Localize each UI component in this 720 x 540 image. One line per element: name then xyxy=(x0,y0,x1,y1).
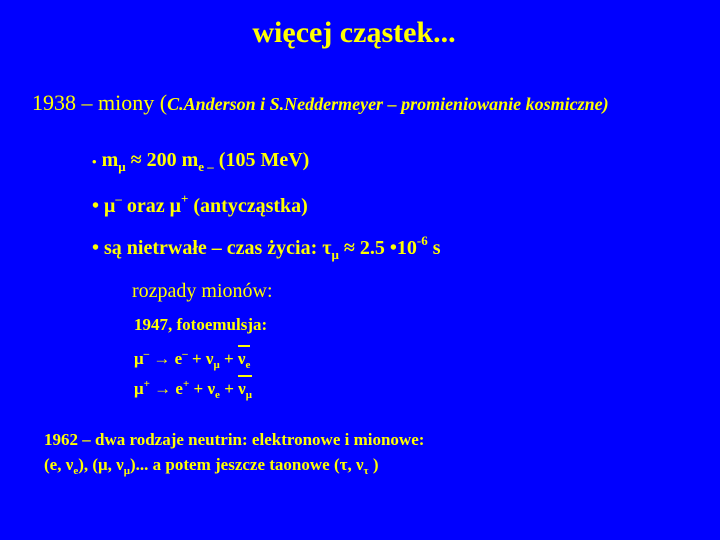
equation-mu-plus xyxy=(134,378,252,401)
intro-line xyxy=(32,90,609,116)
pair-sub: τ xyxy=(363,465,369,477)
photoemulsion-label: 1947, fotoemulsja: xyxy=(134,315,268,334)
antiparticle-bar xyxy=(238,375,252,377)
bullet-glyph: • xyxy=(92,195,100,217)
eq-nu: ν xyxy=(205,349,214,368)
eq-nu-sub: e xyxy=(215,389,220,401)
bullet-antiparticle xyxy=(92,191,308,218)
antiparticle-bar xyxy=(238,345,251,347)
bullet-lifetime xyxy=(92,233,441,263)
bullet-glyph: • xyxy=(92,237,100,259)
eq-e-sup: – xyxy=(182,348,188,360)
eq-nu-sub: e xyxy=(245,359,251,371)
eq-antineutrino xyxy=(237,349,251,371)
eq-nu-sub: μ xyxy=(213,359,220,371)
bullet-text-a: μ xyxy=(104,195,116,217)
pair-sub: e xyxy=(73,465,79,477)
eq-nu: ν xyxy=(207,379,216,398)
eq-arrow: → xyxy=(149,349,175,368)
bullet-text-b: ≈ 2.5 •10 xyxy=(338,237,417,259)
eq-mu: μ xyxy=(134,349,144,368)
eq-antineutrino xyxy=(238,379,252,401)
intro-emphasis: C.Anderson i S.Neddermeyer – promieniowanie kosmiczne) xyxy=(167,94,609,114)
eq-plus: + xyxy=(219,349,238,368)
bullet-text-c: (antycząstka) xyxy=(188,195,308,217)
pair-text: ), (μ, ν xyxy=(78,455,124,474)
eq-mu: μ xyxy=(134,379,144,398)
eq-nu-sub: μ xyxy=(245,389,252,401)
bullet-muon-mass xyxy=(92,149,309,175)
neutrino-pairs-line xyxy=(44,455,379,477)
eq-plus: + xyxy=(187,349,206,368)
bullet-sup-b: -6 xyxy=(416,233,428,248)
pair-text: ) xyxy=(368,455,379,474)
eq-arrow: → xyxy=(149,379,176,398)
bullet-text-c: (105 MeV) xyxy=(213,149,310,171)
bullet-sub-a: μ xyxy=(331,247,339,262)
neutrino-types-line: 1962 – dwa rodzaje neutrin: elektronowe i mionowe: xyxy=(44,430,425,449)
bullet-sup-a: – xyxy=(115,191,122,206)
eq-e: e xyxy=(174,349,183,368)
bullet-sub-b: e – xyxy=(198,159,214,174)
bullet-text-a: m xyxy=(101,149,119,171)
bullet-sub-a: μ xyxy=(118,159,126,174)
eq-e: e xyxy=(175,379,183,398)
bullet-text-b: oraz μ xyxy=(121,195,181,217)
eq-plus: + xyxy=(189,379,208,398)
equation-mu-minus xyxy=(134,348,250,371)
eq-e-sup: + xyxy=(182,378,190,390)
eq-plus: + xyxy=(219,379,239,398)
bullet-sup-b: + xyxy=(180,191,189,206)
eq-mu-sup: – xyxy=(143,348,150,360)
pair-sub: μ xyxy=(123,465,131,477)
pair-text: )... a potem jeszcze taonowe (τ, ν xyxy=(130,455,364,474)
bullet-glyph: • xyxy=(92,154,97,169)
bullet-text-a: są nietrwałe – czas życia: τ xyxy=(104,237,332,259)
pair-text: (e, ν xyxy=(44,455,74,474)
bullet-text-b: ≈ 200 m xyxy=(125,149,199,171)
slide-title: więcej cząstek... xyxy=(252,16,456,49)
eq-nu: ν xyxy=(237,349,246,368)
bullet-text-c: s xyxy=(427,237,441,259)
intro-main: 1938 – miony ( xyxy=(32,90,168,115)
decays-heading: rozpady mionów: xyxy=(132,280,273,302)
eq-mu-sup: + xyxy=(143,378,150,390)
eq-nu: ν xyxy=(238,379,246,398)
